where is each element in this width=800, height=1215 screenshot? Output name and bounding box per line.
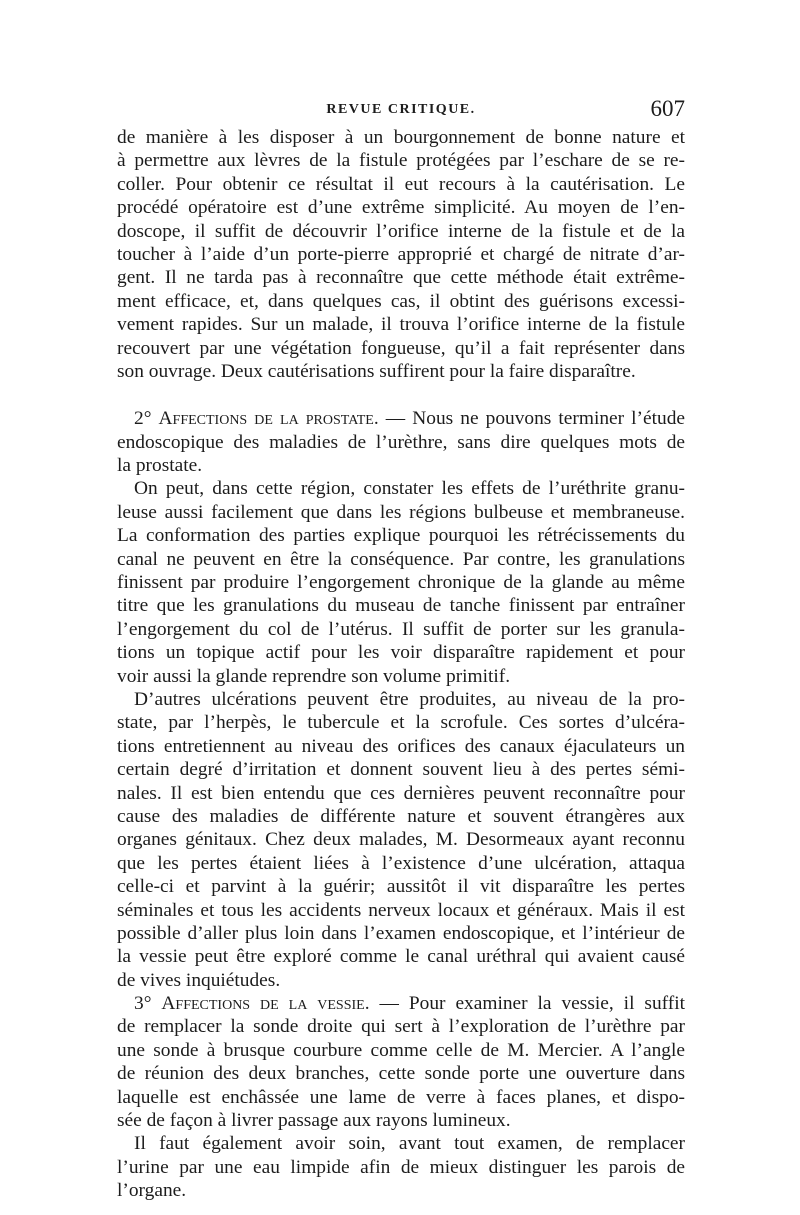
text-line: recouvert par une végétation fongueuse, qu’il a fait représenter dans xyxy=(117,337,685,359)
text-line: l’engorgement du col de l’utérus. Il suffit de porter sur les granula- xyxy=(117,618,685,640)
text-line: organes génitaux. Chez deux malades, M. Desormeaux ayant reconnu xyxy=(117,829,685,851)
paragraph-uréthrite-granuleuse xyxy=(117,477,685,688)
text-line: D’autres ulcérations peuvent être produites, au niveau de la pro- xyxy=(134,688,685,710)
text-line: doscope, il suffit de découvrir l’orifice interne de la fistule et de la xyxy=(117,220,685,242)
text-line: tions entretiennent au niveau des orifices des canaux éjaculateurs un xyxy=(117,735,685,757)
text-line: l’organe. xyxy=(117,1180,187,1202)
text-line: une sonde à brusque courbure comme celle de M. Mercier. A l’angle xyxy=(117,1039,685,1061)
section-spacer xyxy=(117,383,685,407)
text-line: finissent par produire l’engorgement chronique de la glande au même xyxy=(117,572,685,594)
text-line: voir aussi la glande reprendre son volume primitif. xyxy=(117,665,511,687)
paragraph-urine-eau-limpide xyxy=(117,1132,685,1202)
text-line: possible d’aller plus loin dans l’examen endoscopique, et l’intérieur de xyxy=(117,922,685,944)
section-heading: Affections de la vessie. xyxy=(161,993,370,1015)
running-title: REVUE CRITIQUE. xyxy=(326,102,476,117)
text-line: l’urine par une eau limpide afin de mieux distinguer les parois de xyxy=(117,1156,685,1178)
text-line: vement rapides. Sur un malade, il trouva l’orifice interne de la fistule xyxy=(117,314,685,336)
paragraph-ulcerations-prostate xyxy=(117,688,685,992)
text-line: procédé opératoire est d’une extrême simplicité. Au moyen de l’en- xyxy=(117,197,685,219)
section-heading-line xyxy=(117,407,685,430)
text-line: que les pertes étaient liées à l’existence d’une ulcération, attaqua xyxy=(117,852,685,874)
text-line: de vives inquiétudes. xyxy=(117,969,281,991)
text-line: Il faut également avoir soin, avant tout examen, de remplacer xyxy=(134,1133,685,1155)
text-line: sée de façon à livrer passage aux rayons lumineux. xyxy=(117,1110,511,1132)
text-line: de réunion des deux branches, cette sonde porte une ouverture dans xyxy=(117,1063,685,1085)
text-line: toucher à l’aide d’un porte-pierre approprié et chargé de nitrate d’ar- xyxy=(117,243,685,265)
text-line: endoscopique des maladies de l’urèthre, sans dire quelques mots de xyxy=(117,431,685,453)
text-line: celle-ci et parvint à la guérir; aussitôt il vit disparaître les pertes xyxy=(117,876,685,898)
text-line: titre que les granulations du museau de tanche finissent par entraîner xyxy=(117,595,685,617)
paragraph-fistule-cauterisation xyxy=(117,126,685,383)
text-line: ment efficace, et, dans quelques cas, il obtint des guérisons excessi- xyxy=(117,290,685,312)
text-line: nales. Il est bien entendu que ces dernières peuvent reconnaître pour xyxy=(117,782,685,804)
section-heading-rest: — Nous ne pouvons terminer l’étude xyxy=(378,408,685,430)
section-prostate xyxy=(117,407,685,477)
section-heading: Affections de la prostate. xyxy=(158,408,379,430)
text-line: son ouvrage. Deux cautérisations suffirent pour la faire disparaître. xyxy=(117,360,636,382)
section-heading-line xyxy=(117,992,685,1015)
text-line: coller. Pour obtenir ce résultat il eut recours à la cautérisation. Le xyxy=(117,173,685,195)
text-line: de remplacer la sonde droite qui sert à l’exploration de l’urèthre par xyxy=(117,1016,685,1038)
text-line: La conformation des parties explique pourquoi les rétrécissements du xyxy=(117,525,685,547)
body-text xyxy=(117,126,685,1203)
text-line: à permettre aux lèvres de la fistule protégées par l’eschare de se re- xyxy=(117,150,685,172)
text-line: canal ne peuvent en être la conséquence. Par contre, les granulations xyxy=(117,548,685,570)
text-line: leuse aussi facilement que dans les régions bulbeuse et membraneuse. xyxy=(117,501,685,523)
section-vessie xyxy=(117,992,685,1132)
page-number: 607 xyxy=(650,96,685,121)
section-heading-rest: — Pour examiner la vessie, il suffit xyxy=(369,993,685,1015)
text-line: tions un topique actif pour les voir disparaître rapidement et pour xyxy=(117,642,685,664)
text-line: de manière à les disposer à un bourgonnement de bonne nature et xyxy=(117,127,685,148)
text-line: séminales et tous les accidents nerveux locaux et généraux. Mais il est xyxy=(117,899,685,921)
section-number: 3° xyxy=(134,993,162,1015)
running-header xyxy=(117,96,685,124)
text-line: On peut, dans cette région, constater les effets de l’uréthrite granu- xyxy=(134,478,685,500)
section-number: 2° xyxy=(134,408,159,430)
text-line: gent. Il ne tarda pas à reconnaître que cette méthode était extrême- xyxy=(117,267,685,289)
text-line: la vessie peut être exploré comme le canal uréthral qui avaient causé xyxy=(117,946,685,968)
text-line: certain degré d’irritation et donnent souvent lieu à des pertes sémi- xyxy=(117,759,685,781)
text-line: state, par l’herpès, le tubercule et la scrofule. Ces sortes d’ulcéra- xyxy=(117,712,685,734)
text-line: laquelle est enchâssée une lame de verre à faces planes, et dispo- xyxy=(117,1086,685,1108)
text-line: la prostate. xyxy=(117,455,203,477)
text-line: cause des maladies de différente nature et souvent étrangères aux xyxy=(117,805,685,827)
